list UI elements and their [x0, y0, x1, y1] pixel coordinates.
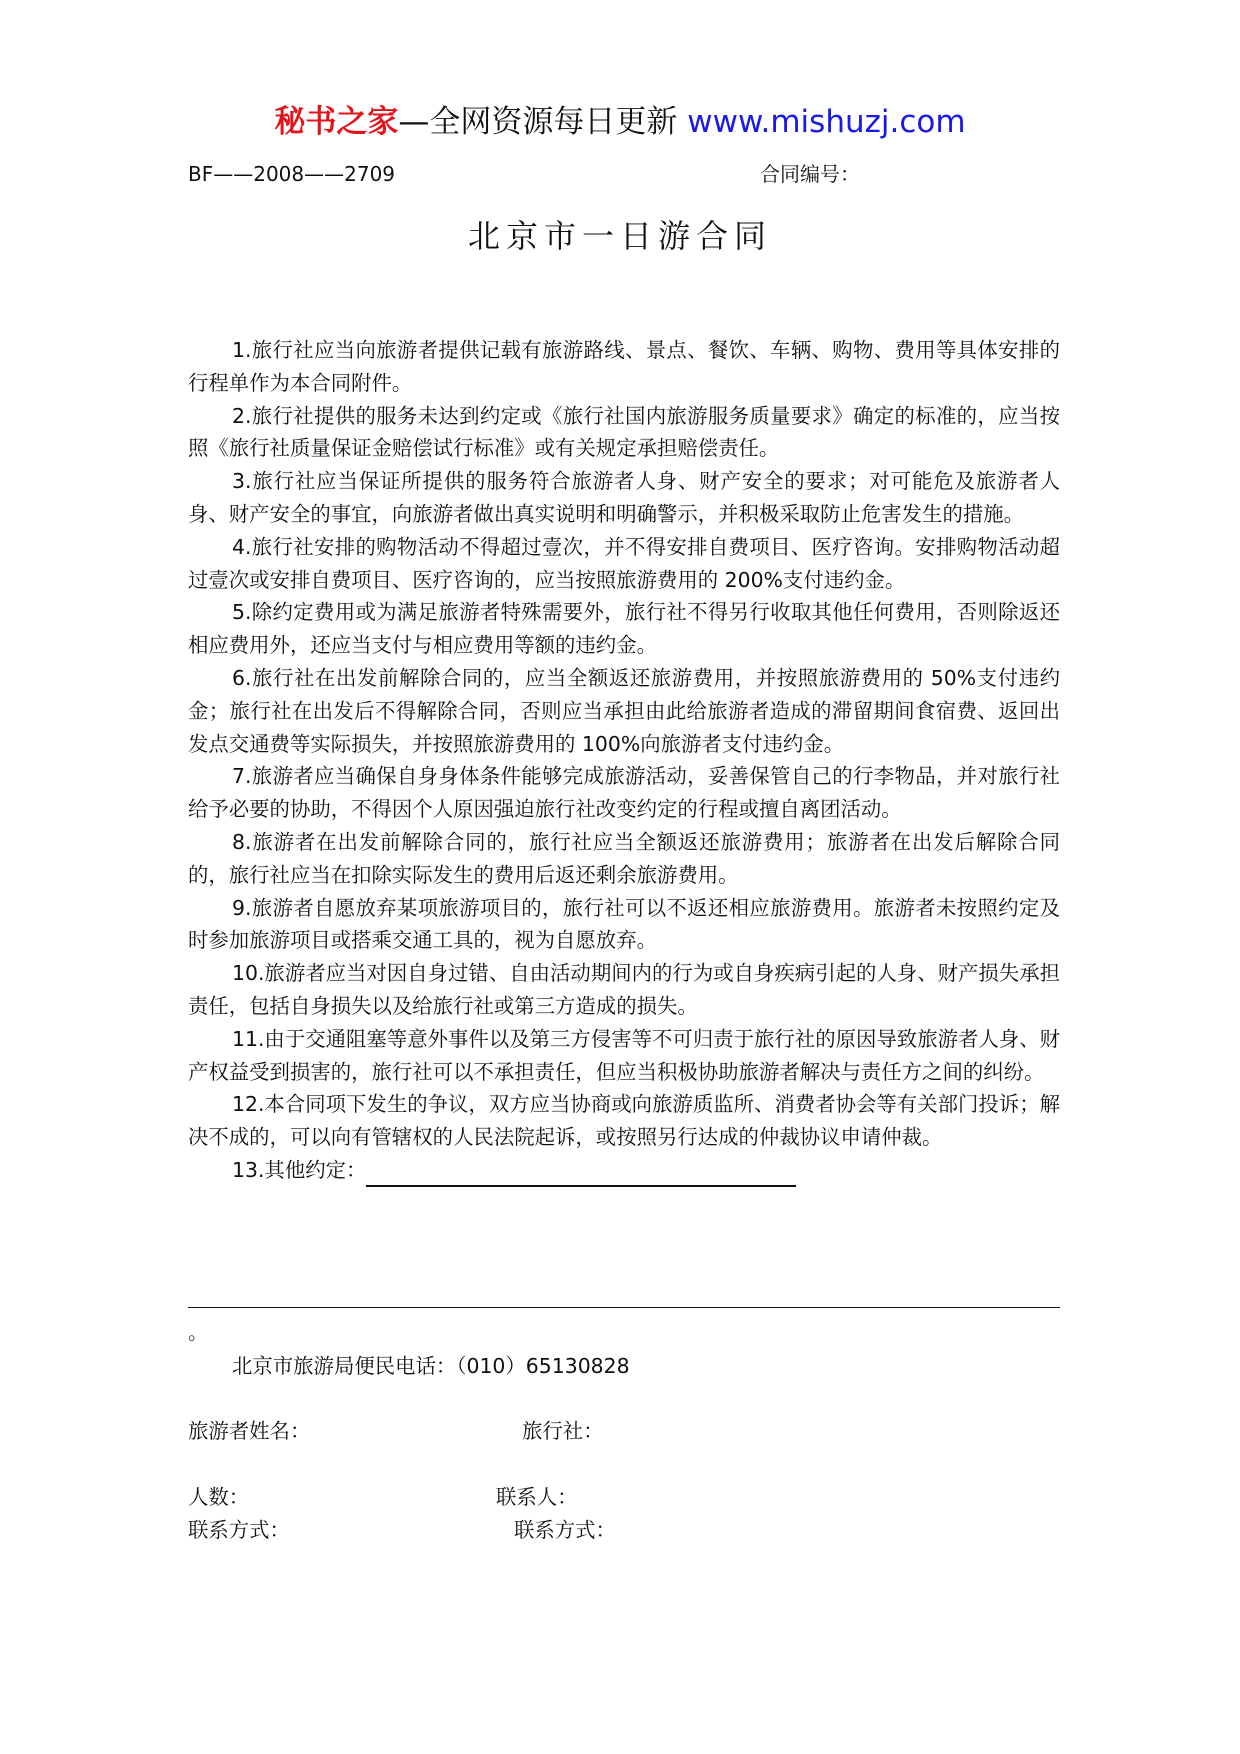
clause-12: 12.本合同项下发生的争议，双方应当协商或向旅游质监所、消费者协会等有关部门投诉；解决不成的，可以向有管辖权的人民法院起诉，或按照另行达成的仲裁协议申请仲裁。 — [188, 1092, 1060, 1150]
tourist-contact-label: 联系方式： — [188, 1518, 290, 1542]
clause-5: 5.除约定费用或为满足旅游者特殊需要外，旅行社不得另行收取其他任何费用，否则除返还相应费用外，还应当支付与相应费用等额的违约金。 — [188, 600, 1060, 658]
clause-6: 6.旅行社在出发前解除合同的，应当全额返还旅游费用，并按照旅游费用的 50%支付违约金；旅行社在出发后不得解除合同，否则应当承担由此给旅游者造成的滞留期间食宿费、返回出发点交通费等实际损失，并按照旅游费用的 100%向旅游者支付违约金。 — [188, 665, 1060, 756]
contact-person-label: 联系人： — [496, 1485, 578, 1509]
clause-10: 10.旅游者应当对因自身过错、自由活动期间内的行为或自身疾病引起的人身、财产损失承担责任，包括自身损失以及给旅行社或第三方造成的损失。 — [188, 961, 1060, 1018]
contract-clauses — [188, 334, 1060, 1187]
clause-4: 4.旅行社安排的购物活动不得超过壹次，并不得安排自费项目、医疗咨询。安排购物活动超过壹次或安排自费项目、医疗咨询的，应当按照旅游费用的 200%支付违约金。 — [188, 534, 1060, 592]
tourist-name-label: 旅游者姓名： — [188, 1419, 311, 1443]
page-title: 北京市一日游合同 — [467, 217, 772, 255]
other-terms-line[interactable] — [188, 1307, 1060, 1308]
banner-slogan: —全网资源每日更新 — [398, 104, 688, 140]
agency-label: 旅行社： — [522, 1419, 604, 1443]
site-banner — [0, 100, 1240, 144]
trailing-period: 。 — [188, 1320, 208, 1344]
banner-brand: 秘书之家 — [274, 104, 399, 140]
clause-1: 1.旅行社应当向旅游者提供记载有旅游路线、景点、餐饮、车辆、购物、费用等具体安排的行程单作为本合同附件。 — [188, 338, 1060, 395]
tourism-hotline: 北京市旅游局便民电话：（010）65130828 — [232, 1354, 630, 1378]
contract-number-label: 合同编号： — [760, 162, 860, 186]
other-terms-blank[interactable] — [366, 1163, 796, 1187]
banner-site-link[interactable]: www.mishuzj.com — [687, 104, 966, 140]
clause-9: 9.旅游者自愿放弃某项旅游项目的，旅行社可以不返还相应旅游费用。旅游者未按照约定及时参加旅游项目或搭乘交通工具的，视为自愿放弃。 — [188, 895, 1060, 953]
clause-11: 11.由于交通阻塞等意外事件以及第三方侵害等不可归责于旅行社的原因导致旅游者人身、财产权益受到损害的，旅行社可以不承担责任，但应当积极协助旅游者解决与责任方之间的纠纷。 — [188, 1026, 1060, 1084]
clause-13 — [188, 1154, 1060, 1187]
clause-3: 3.旅行社应当保证所提供的服务符合旅游者人身、财产安全的要求；对可能危及旅游者人身、财产安全的事宜，向旅游者做出真实说明和明确警示，并积极采取防止危害发生的措施。 — [188, 469, 1060, 526]
document-code: BF——2008——2709 — [188, 162, 396, 186]
headcount-label: 人数： — [188, 1485, 250, 1509]
other-terms-label: 13.其他约定： — [232, 1157, 367, 1182]
clause-2: 2.旅行社提供的服务未达到约定或《旅行社国内旅游服务质量要求》确定的标准的，应当按照《旅行社质量保证金赔偿试行标准》或有关规定承担赔偿责任。 — [188, 403, 1060, 461]
clause-7: 7.旅游者应当确保自身身体条件能够完成旅游活动，妥善保管自己的行李物品，并对旅行社给予必要的协助，不得因个人原因强迫旅行社改变约定的行程或擅自离团活动。 — [188, 764, 1060, 822]
agency-contact-label: 联系方式： — [514, 1518, 616, 1542]
clause-8: 8.旅游者在出发前解除合同的，旅行社应当全额返还旅游费用；旅游者在出发后解除合同的，旅行社应当在扣除实际发生的费用后返还剩余旅游费用。 — [188, 829, 1060, 887]
